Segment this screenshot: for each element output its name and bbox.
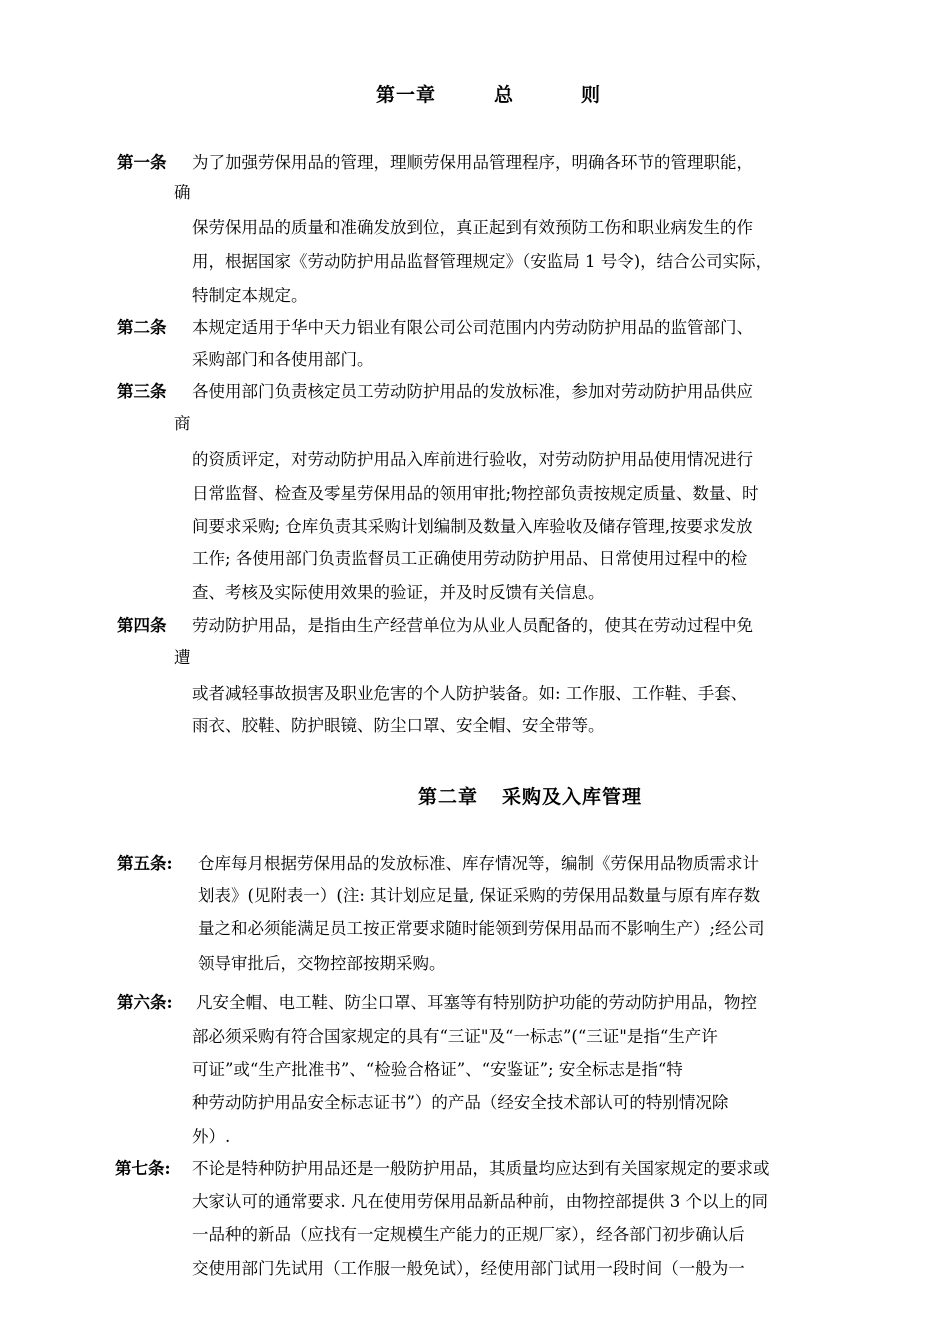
article-label: 第一条 [117,153,167,172]
article-text-line: 或者减轻事故损害及职业危害的个人防护装备。如: 工作服、工作鞋、手套、 [192,684,748,703]
chapter-name: 总 则 [494,84,611,106]
chapter-number: 第一章 [376,84,437,106]
article-text-line: 间要求采购; 仓库负责其采购计划编制及数量入库验收及储存管理,按要求发放 [192,517,753,536]
article-text-line: 一品种的新品（应找有一定规模生产能力的正规厂家），经各部门初步确认后 [192,1225,745,1244]
article-text-line: 可证”或“生产批准书”、“检验合格证”、“安鉴证”; 安全标志是指“特 [192,1060,683,1079]
chapter-name: 采购及入库管理 [502,786,643,808]
article-text-line: 商 [174,414,191,433]
article-label: 第七条: [115,1159,171,1178]
article-text-line: 大家认可的通常要求. 凡在使用劳保用品新品种前，由物控部提供 3 个以上的同 [192,1192,768,1211]
article-text-line: 采购部门和各使用部门。 [192,350,374,369]
article-text-line: 凡安全帽、电工鞋、防尘口罩、耳塞等有特别防护功能的劳动防护用品，物控 [196,993,757,1012]
article-label: 第四条 [117,616,167,635]
article-label: 第六条: [117,993,173,1012]
article-text-line: 遭 [174,648,191,667]
article-text-line: 交使用部门先试用（工作服一般免试），经使用部门试用一段时间（一般为一 [192,1259,745,1278]
article-text-line: 外）. [192,1127,231,1146]
article-text-line: 劳动防护用品，是指由生产经营单位为从业人员配备的，使其在劳动过程中免 [192,616,753,635]
article-text-line: 部必须采购有符合国家规定的具有“三证"及“一标志”(“三证"是指“生产许 [192,1027,718,1046]
article-text-line: 保劳保用品的质量和准确发放到位，真正起到有效预防工伤和职业病发生的作 [192,218,753,237]
article-text-line: 工作; 各使用部门负责监督员工正确使用劳动防护用品、日常使用过程中的检 [192,549,748,568]
article-text-line: 确 [174,183,191,202]
article-text-line: 用，根据国家《劳动防护用品监督管理规定》（安监局 1 号令)，结合公司实际， [192,252,773,271]
chapter-number: 第二章 [418,786,479,808]
article-label: 第二条 [117,318,167,337]
article-text-line: 雨衣、胶鞋、防护眼镜、防尘口罩、安全帽、安全带等。 [192,716,605,735]
article-text-line: 种劳动防护用品安全标志证书”）的产品（经安全技术部认可的特别情况除 [192,1093,729,1112]
article-text-line: 本规定适用于华中天力铝业有限公司公司范围内内劳动防护用品的监管部门、 [192,318,753,337]
article-label: 第三条 [117,382,167,401]
article-text-line: 划表》(见附表一）(注: 其计划应足量, 保证采购的劳保用品数量与原有库存数 [198,886,761,905]
article-text-line: 量之和必须能满足员工按正常要求随时能领到劳保用品而不影响生产）;经公司 [198,919,765,938]
article-text-line: 的资质评定，对劳动防护用品入库前进行验收，对劳动防护用品使用情况进行 [192,450,753,469]
article-text-line: 日常监督、检查及零星劳保用品的领用审批;物控部负责按规定质量、数量、时 [192,484,759,503]
article-text-line: 为了加强劳保用品的管理，理顺劳保用品管理程序，明确各环节的管理职能， [192,153,753,172]
article-text-line: 查、考核及实际使用效果的验证，并及时反馈有关信息。 [192,583,605,602]
article-text-line: 特制定本规定。 [192,286,308,305]
chapter-title [418,782,642,809]
chapter-title [376,80,610,107]
article-text-line: 各使用部门负责核定员工劳动防护用品的发放标准，参加对劳动防护用品供应 [192,382,753,401]
article-label: 第五条: [117,854,173,873]
article-text-line: 仓库每月根据劳保用品的发放标准、库存情况等，编制《劳保用品物质需求计 [198,854,759,873]
article-text-line: 不论是特种防护用品还是一般防护用品，其质量均应达到有关国家规定的要求或 [192,1159,770,1178]
article-text-line: 领导审批后，交物控部按期采购。 [198,954,446,973]
